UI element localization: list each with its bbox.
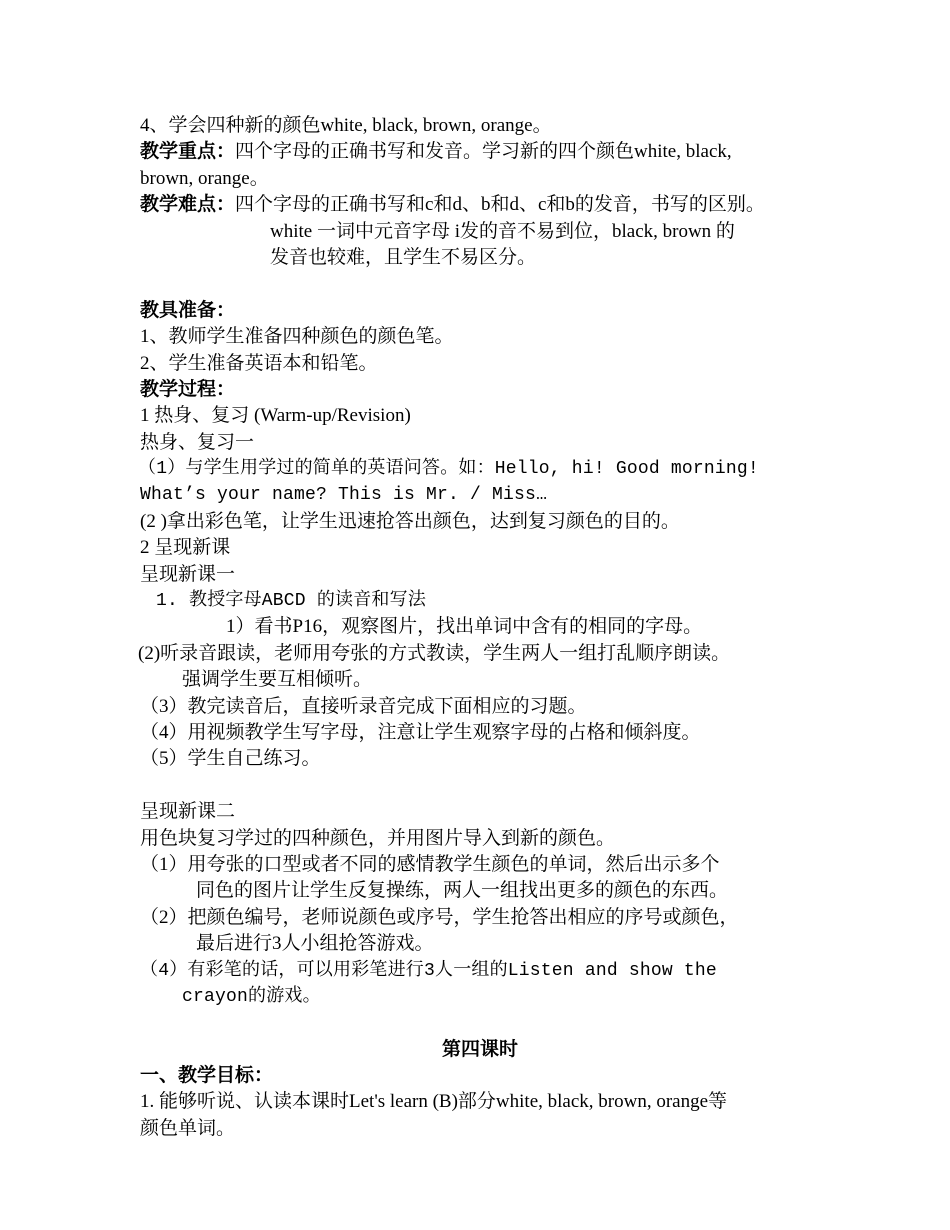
present2-step-4-continuation: crayon的游戏。: [182, 986, 321, 1007]
difficult-points-text: 四个字母的正确书写和c和d、b和d、c和b的发音，书写的区别。: [235, 194, 765, 216]
key-points-continuation: brown, orange。: [140, 167, 269, 189]
present1-subitem-1: 1）看书P16，观察图片，找出单词中含有的相同的字母。: [226, 616, 703, 638]
present-subtitle-1: 呈现新课一: [140, 563, 236, 585]
present1-step-2: (2)听录音跟读，老师用夸张的方式教读，学生两人一组打乱顺序朗读。: [138, 642, 731, 664]
present1-step-4: （4）用视频教学生写字母，注意让学生观察字母的占格和倾斜度。: [140, 721, 701, 743]
key-points-label: 教学重点：: [140, 141, 236, 163]
teaching-tools-item-1: 1、教师学生准备四种颜色的颜色笔。: [140, 326, 454, 348]
teaching-tools-item-2: 2、学生准备英语本和铅笔。: [140, 352, 378, 374]
present2-step-2-continuation: 最后进行3人小组抢答游戏。: [196, 933, 434, 955]
present2-step-2: （2）把颜色编号，老师说颜色或序号，学生抢答出相应的序号或颜色，: [140, 906, 739, 928]
goal-4-line: 4、学会四种新的颜色white, black, brown, orange。: [140, 115, 552, 136]
present-subtitle-2: 呈现新课二: [140, 801, 236, 823]
warmup-step-1-continuation: What’s your name? This is Mr. / Miss…: [140, 485, 548, 506]
present1-item-1: 1. 教授字母ABCD 的读音和写法: [156, 591, 427, 612]
warmup-step-1: （1）与学生用学过的简单的英语问答。如：Hello, hi! Good morning!: [138, 459, 759, 480]
present2-intro: 用色块复习学过的四种颜色，并用图片导入到新的颜色。: [140, 827, 616, 849]
present1-step-5: （5）学生自己练习。: [140, 748, 321, 770]
teaching-process-heading: 教学过程：: [140, 378, 236, 400]
warmup-title: 1 热身、复习 (Warm-up/Revision): [140, 405, 411, 427]
present1-step-2-continuation: 强调学生要互相倾听。: [182, 669, 373, 691]
warmup-step-2: (2 )拿出彩色笔，让学生迅速抢答出颜色，达到复习颜色的目的。: [140, 510, 680, 532]
present2-step-1: （1）用夸张的口型或者不同的感情教学生颜色的单词，然后出示多个: [140, 853, 720, 875]
lesson-4-title: 第四课时: [441, 1038, 518, 1060]
blank-line-3: [140, 1010, 820, 1036]
blank-line: [140, 271, 820, 297]
key-points-text: 四个字母的正确书写和发音。学习新的四个颜色white, black,: [235, 141, 732, 163]
present2-step-1-continuation: 同色的图片让学生反复操练，两人一组找出更多的颜色的东西。: [196, 880, 729, 902]
teaching-goals-heading: 一、教学目标：: [140, 1065, 274, 1087]
teaching-tools-heading: 教具准备：: [140, 299, 236, 321]
difficult-points-continuation-2: 发音也较难，且学生不易区分。: [270, 246, 537, 268]
present2-step-4: （4）有彩笔的话，可以用彩笔进行3人一组的Listen and show the: [140, 960, 717, 981]
difficult-points-line: [140, 192, 820, 218]
blank-line-2: [140, 773, 820, 799]
present1-step-3: （3）教完读音后，直接听录音完成下面相应的习题。: [140, 695, 587, 717]
present-title: 2 呈现新课: [140, 537, 231, 559]
document-page: [140, 113, 820, 1142]
teaching-goal-1: 1. 能够听说、认读本课时Let's learn (B)部分white, black, brown, orange等: [140, 1091, 728, 1113]
warmup-subtitle: 热身、复习一: [140, 431, 255, 453]
key-points-line: [140, 139, 820, 165]
difficult-points-continuation-1: white 一词中元音字母 i发的音不易到位，black, brown 的: [270, 220, 735, 242]
teaching-goal-1-continuation: 颜色单词。: [140, 1117, 236, 1139]
difficult-points-label: 教学难点：: [140, 194, 236, 216]
